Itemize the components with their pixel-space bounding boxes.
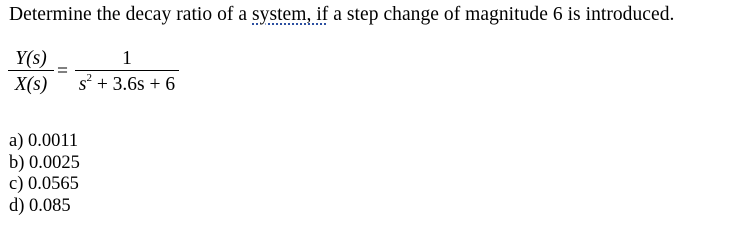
question-text-start: Determine the decay ratio of a [9,4,253,25]
option-a: a) 0.0011 [9,131,79,151]
answer-options [9,131,80,217]
rhs-denominator [75,71,179,97]
question-text-end: a step change of magnitude 6 is introduced. [328,4,675,25]
option-d: d) 0.085 [9,195,71,216]
lhs-numerator: Y(s) [15,48,47,69]
lhs-denominator: X(s) [14,74,48,95]
spellcheck-underlined-text: system, if [252,4,329,25]
transfer-function-lhs [8,47,54,97]
option-b: b) 0.0025 [9,152,80,173]
option-c: c) 0.0565 [9,174,79,194]
equals-sign: = [57,61,68,82]
question-text [9,4,674,26]
rhs-denominator-rest: + 3.6s + 6 [91,74,176,95]
rhs-denominator-exponent: 2 [86,72,92,84]
rhs-denominator-variable: s [78,74,87,95]
transfer-function-rhs [75,47,179,97]
rhs-numerator: 1 [122,48,132,69]
